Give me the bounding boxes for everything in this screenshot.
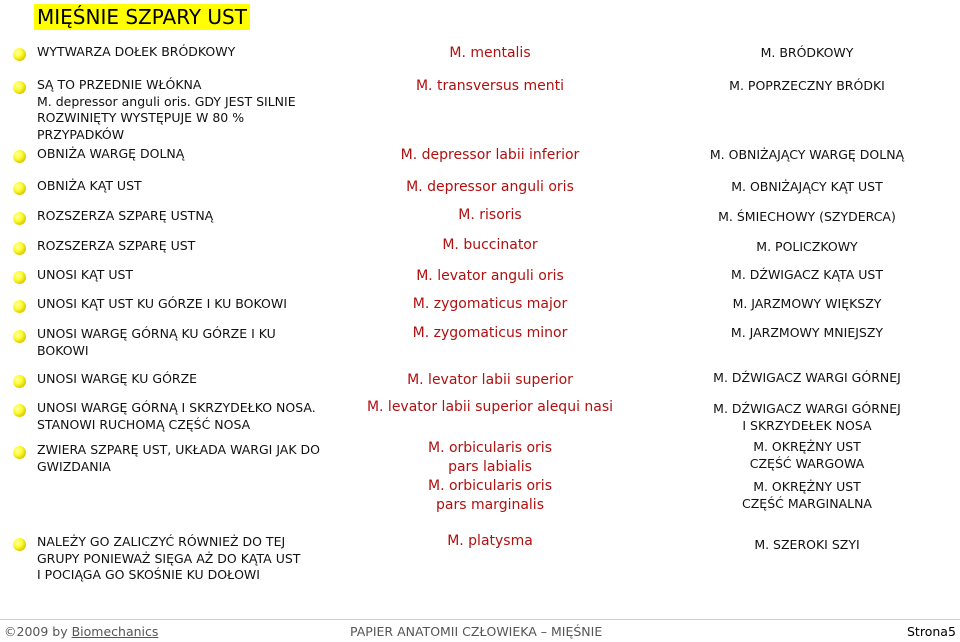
function-description <box>37 400 337 433</box>
latin-name-line: M. levator labii superior alequi nasi <box>366 399 614 415</box>
polish-name-line: M. POLICZKOWY <box>756 239 858 254</box>
function-description-line: GWIZDANIA <box>37 458 111 474</box>
function-description <box>37 146 337 163</box>
polish-name <box>676 324 938 341</box>
bullet-icon <box>13 81 26 94</box>
latin-name-line: M. platysma <box>447 533 533 549</box>
bullet-icon <box>13 404 26 417</box>
bullet-icon <box>13 446 26 459</box>
function-description-line: OBNIŻA KĄT UST <box>37 178 142 193</box>
function-description <box>37 326 337 359</box>
polish-name <box>676 400 938 434</box>
function-description <box>37 442 337 475</box>
latin-name <box>360 439 620 515</box>
polish-name-line: M. POPRZECZNY BRÓDKI <box>729 78 885 93</box>
polish-name <box>676 369 938 386</box>
latin-name-line: M. mentalis <box>449 45 531 61</box>
function-description <box>37 238 337 255</box>
polish-name-line: M. ŚMIECHOWY (SZYDERCA) <box>718 209 896 224</box>
latin-name-line: M. levator labii superior <box>407 372 573 388</box>
function-description-line: M. depressor anguli oris. GDY JEST SILNIE <box>37 93 296 109</box>
polish-name <box>676 208 938 225</box>
latin-name-line: M. orbicularis oris <box>427 478 552 494</box>
biomechanics-link[interactable]: Biomechanics <box>71 624 159 639</box>
latin-name <box>360 295 620 314</box>
polish-name <box>676 178 938 195</box>
latin-name-line: pars marginalis <box>436 497 544 513</box>
function-description-line: UNOSI KĄT UST KU GÓRZE I KU BOKOWI <box>37 296 287 311</box>
function-description-line: UNOSI WARGĘ KU GÓRZE <box>37 371 198 386</box>
page-label: Strona <box>907 624 948 639</box>
bullet-icon <box>13 538 26 551</box>
function-description <box>37 534 337 584</box>
polish-name-line: M. OKRĘŻNY UST <box>753 479 861 494</box>
latin-name <box>360 44 620 63</box>
function-description-line: UNOSI WARGĘ GÓRNĄ I SKRZYDEŁKO NOSA. <box>37 400 316 415</box>
function-description-line: WYTWARZA DOŁEK BRÓDKOWY <box>37 44 236 59</box>
polish-name-line: M. OBNIŻAJĄCY KĄT UST <box>731 179 883 194</box>
function-description-line: OBNIŻA WARGĘ DOLNĄ <box>37 146 185 161</box>
latin-name-line: M. zygomaticus minor <box>412 325 568 341</box>
function-description-line: ROZSZERZA SZPARĘ USTNĄ <box>37 208 214 223</box>
bullet-icon <box>13 242 26 255</box>
latin-name <box>360 324 620 343</box>
footer-copyright <box>4 624 158 640</box>
polish-name <box>676 44 938 61</box>
function-description <box>37 208 337 225</box>
function-description <box>37 44 337 61</box>
function-description-line: ROZSZERZA SZPARĘ UST <box>37 238 196 253</box>
latin-name <box>360 267 620 286</box>
bullet-icon <box>13 330 26 343</box>
bullet-icon <box>13 375 26 388</box>
polish-name <box>676 536 938 553</box>
polish-name <box>676 146 938 163</box>
latin-name <box>360 398 620 417</box>
function-description-line: I POCIĄGA GO SKOŚNIE KU DOŁOWI <box>37 567 260 582</box>
latin-name-line: M. depressor anguli oris <box>406 179 574 195</box>
latin-name-line: M. orbicularis oris <box>427 440 552 456</box>
function-description <box>37 296 337 313</box>
bullet-icon <box>13 48 26 61</box>
function-description-line: ROZWINIĘTY WYSTĘPUJE W 80 % <box>37 110 245 125</box>
function-description <box>37 371 337 388</box>
polish-name <box>676 295 938 312</box>
copyright-text: ©2009 by <box>4 624 72 639</box>
latin-name <box>360 236 620 255</box>
function-description <box>37 77 337 143</box>
latin-name-line: M. zygomaticus major <box>412 296 568 312</box>
bullet-icon <box>13 300 26 313</box>
latin-name <box>360 532 620 551</box>
polish-name-line: M. DŹWIGACZ WARGI GÓRNEJ <box>713 370 901 385</box>
polish-name-line: M. SZEROKI SZYI <box>754 537 860 552</box>
function-description <box>37 178 337 195</box>
polish-name <box>676 266 938 283</box>
latin-name <box>360 206 620 225</box>
function-description-line: SĄ TO PRZEDNIE WŁÓKNA <box>37 77 202 92</box>
latin-name-line: pars labialis <box>448 459 532 475</box>
polish-name-line: M. JARZMOWY WIĘKSZY <box>732 296 882 311</box>
footer-divider <box>0 619 960 620</box>
polish-name-line: M. OBNIŻAJĄCY WARGĘ DOLNĄ <box>709 147 905 162</box>
latin-name-line: M. risoris <box>458 207 522 223</box>
polish-name-line: CZĘŚĆ MARGINALNA <box>742 496 872 511</box>
function-description <box>37 267 337 284</box>
page-title: MIĘŚNIE SZPARY UST <box>34 4 250 30</box>
function-description-line: GRUPY PONIEWAŻ SIĘGA AŻ DO KĄTA UST <box>37 550 301 566</box>
latin-name-line: M. buccinator <box>442 237 538 253</box>
footer-center-text: PAPIER ANATOMII CZŁOWIEKA – MIĘŚNIE <box>350 624 603 639</box>
latin-name-line: M. transversus menti <box>415 78 565 94</box>
function-description-line: ZWIERA SZPARĘ UST, UKŁADA WARGI JAK DO <box>37 442 320 457</box>
latin-name <box>360 77 620 96</box>
bullet-icon <box>13 212 26 225</box>
bullet-icon <box>13 182 26 195</box>
polish-name <box>676 77 938 94</box>
polish-name <box>676 438 938 512</box>
polish-name-line: CZĘŚĆ WARGOWA <box>749 456 865 471</box>
bullet-icon <box>13 271 26 284</box>
latin-name <box>360 371 620 390</box>
function-description-line: UNOSI WARGĘ GÓRNĄ KU GÓRZE I KU <box>37 326 276 341</box>
function-description-line: STANOWI RUCHOMĄ CZĘŚĆ NOSA <box>37 416 251 432</box>
polish-name-line: I SKRZYDEŁEK NOSA <box>742 418 872 433</box>
function-description-line: BOKOWI <box>37 342 89 358</box>
latin-name <box>360 178 620 197</box>
latin-name-line: M. depressor labii inferior <box>400 147 580 163</box>
polish-name-line: M. DŹWIGACZ KĄTA UST <box>731 267 883 282</box>
latin-name-line: M. levator anguli oris <box>416 268 564 284</box>
polish-name-line: M. OKRĘŻNY UST <box>753 439 861 454</box>
page-number: 5 <box>947 624 956 639</box>
function-description-line: PRZYPADKÓW <box>37 126 125 142</box>
latin-name <box>360 146 620 165</box>
polish-name <box>676 238 938 255</box>
function-description-line: UNOSI KĄT UST <box>37 267 134 282</box>
polish-name-line: M. BRÓDKOWY <box>760 45 854 60</box>
polish-name-line: M. JARZMOWY MNIEJSZY <box>730 325 884 340</box>
function-description-line: NALEŻY GO ZALICZYĆ RÓWNIEŻ DO TEJ <box>37 534 286 549</box>
polish-name-line: M. DŹWIGACZ WARGI GÓRNEJ <box>713 401 901 416</box>
footer-page-number <box>907 624 956 640</box>
bullet-icon <box>13 150 26 163</box>
